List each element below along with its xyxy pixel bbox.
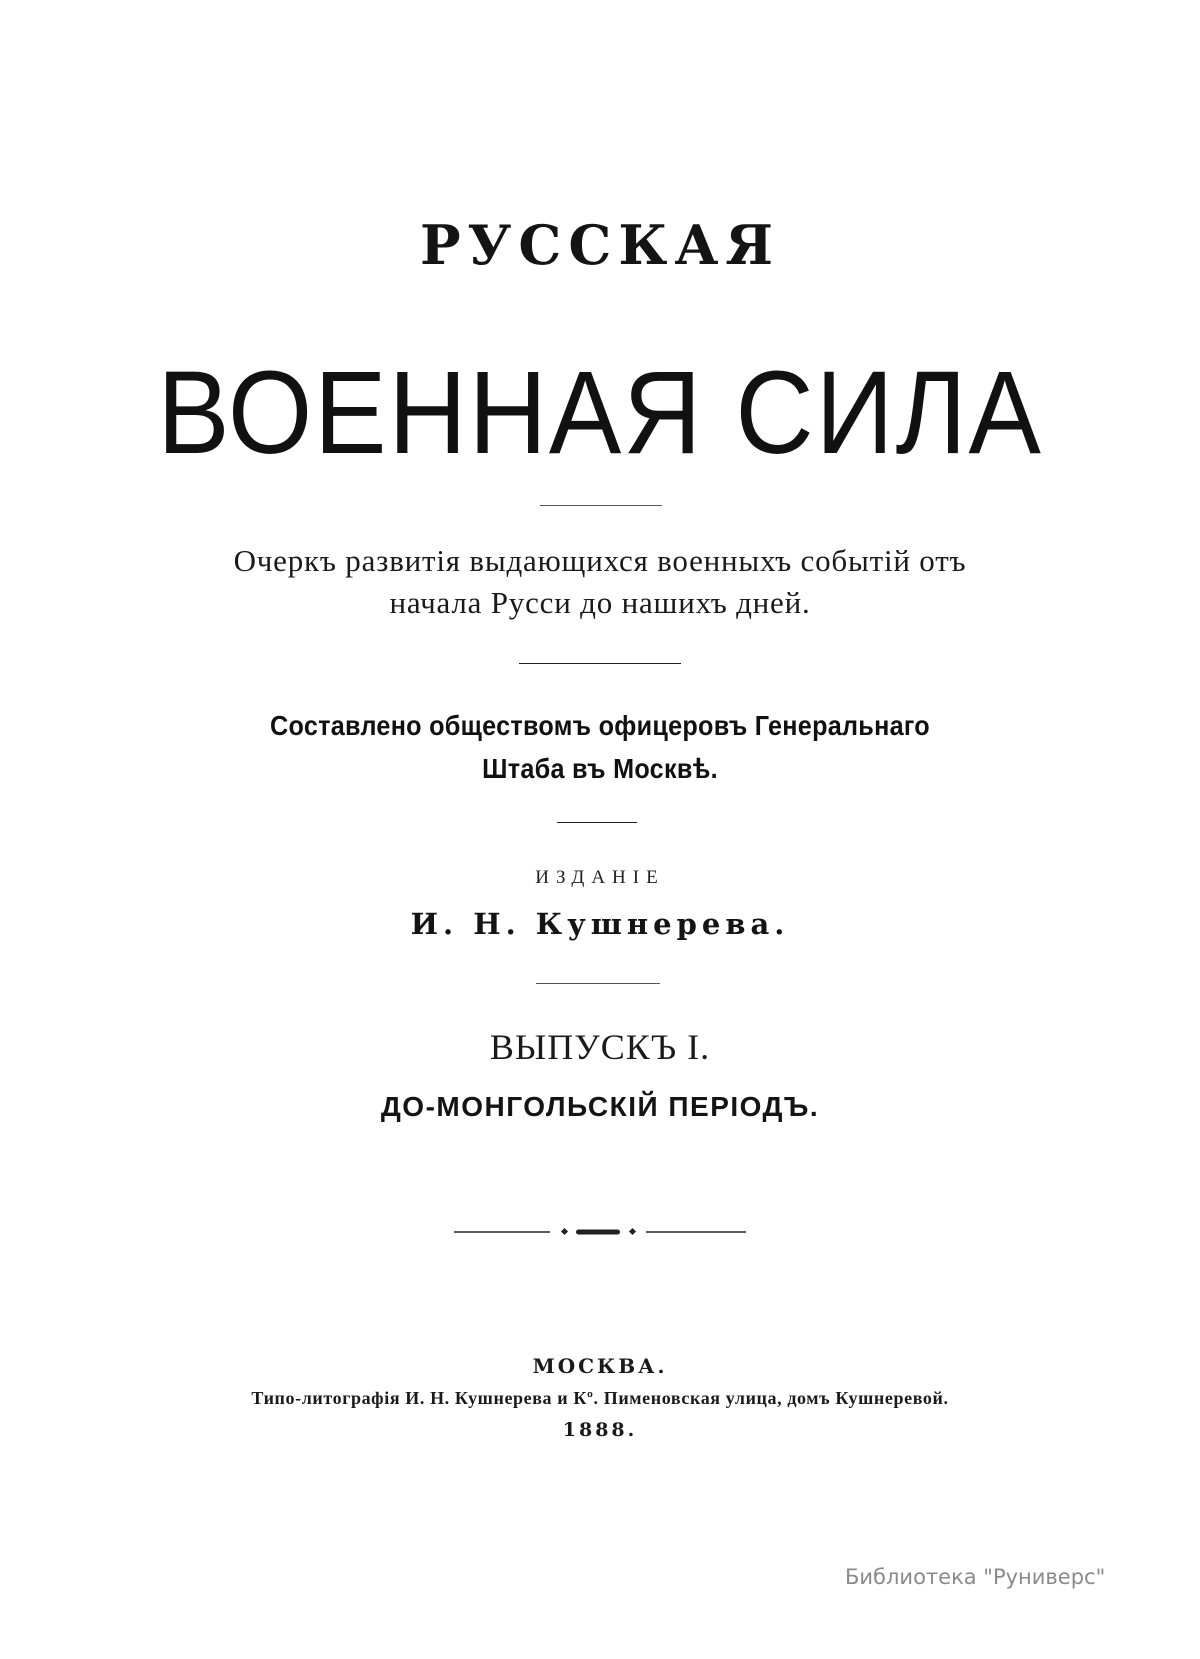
divider-rule-3 (557, 822, 637, 823)
title-line-1: РУССКАЯ (419, 213, 781, 277)
subtitle-line-2: начала Русси до нашихъ дней. (389, 585, 811, 620)
title-line-2: ВОЕННАЯ СИЛА (157, 347, 1043, 479)
divider-rule-1 (540, 505, 662, 506)
divider-rule-2 (519, 663, 681, 664)
issue-number: ВЫПУСКЪ I. (489, 1027, 711, 1067)
compiled-by-line-1: Составлено обществомъ офицеровъ Генеральнаго (270, 710, 930, 741)
imprint-printer: Типо-литографія И. Н. Кушнерева и Кº. Пименовская улица, домъ Кушнеревой. (251, 1388, 949, 1408)
edition-label: ИЗДАНІЕ (535, 867, 665, 888)
imprint-city: МОСКВА. (532, 1354, 668, 1378)
imprint-year: 1888. (562, 1419, 638, 1441)
divider-rule-4 (536, 983, 660, 984)
library-watermark: Библиотека "Руниверс" (845, 1565, 1106, 1589)
publisher-name: И. Н. Кушнерева. (410, 907, 790, 941)
issue-period: ДО-МОНГОЛЬСКІЙ ПЕРІОДЪ. (380, 1091, 820, 1122)
subtitle-line-1: Очеркъ развитія выдающихся военныхъ событій отъ (233, 543, 967, 578)
compiled-by-line-2: Штаба въ Москвѣ. (482, 753, 718, 784)
ornament-divider (450, 1226, 750, 1238)
